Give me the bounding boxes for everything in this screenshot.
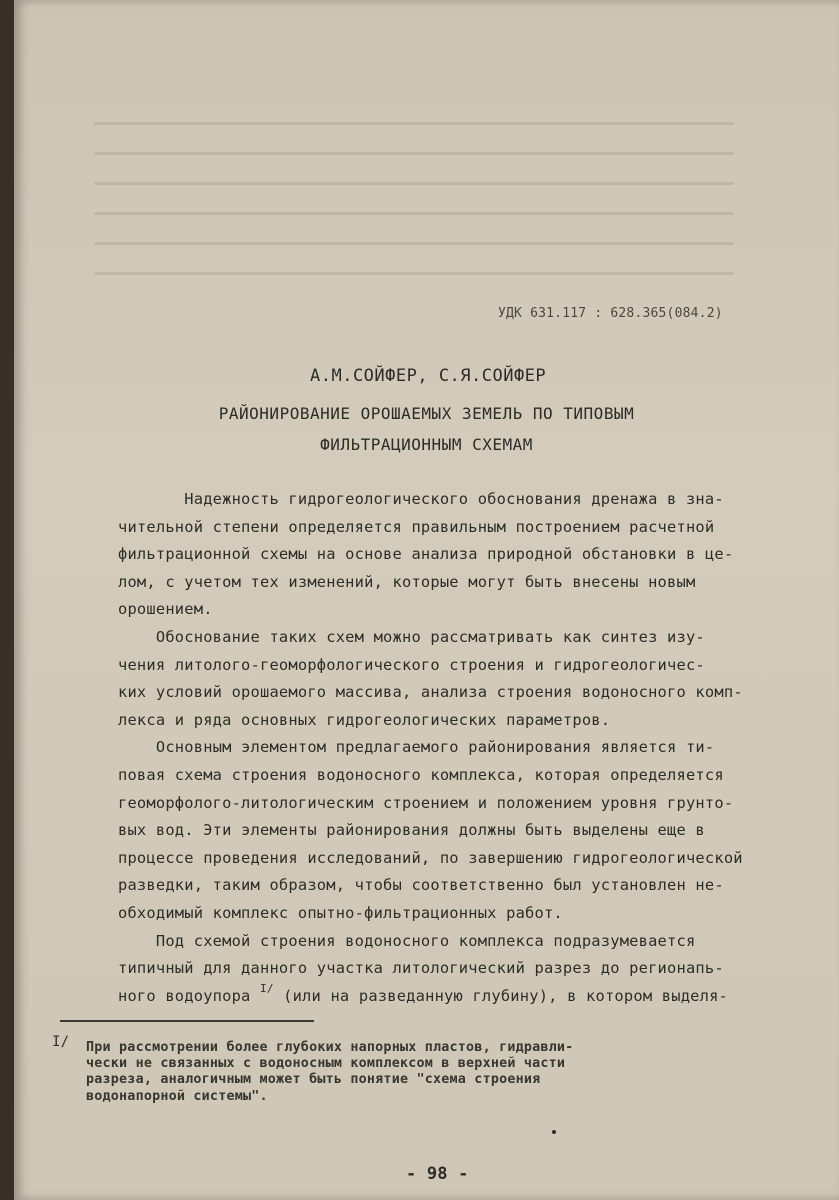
body-line: типичный для данного участка литологический разрез до регионапь- <box>118 959 724 978</box>
ink-speck <box>552 1130 556 1134</box>
footnote-reference: I/ <box>260 981 274 995</box>
udk-code: УДК 631.117 : 628.365(084.2) <box>498 306 723 321</box>
article-authors: А.М.СОЙФЕР, С.Я.СОЙФЕР <box>310 366 547 386</box>
page-number: - 98 - <box>406 1164 469 1184</box>
body-line: геоморфолого-литологическим строением и положением уровня грунто- <box>118 793 734 812</box>
body-line: фильтрационной схемы на основе анализа природной обстановки в це- <box>118 545 734 564</box>
document-page <box>14 0 839 1200</box>
body-line: лом, с учетом тех изменений, которые могут быть внесены новым <box>118 572 696 591</box>
footnote-text <box>86 1040 573 1105</box>
body-line: чительной степени определяется правильным построением расчетной <box>118 517 715 536</box>
title-line: РАЙОНИРОВАНИЕ ОРОШАЕМЫХ ЗЕМЕЛЬ ПО ТИПОВЫМ <box>218 404 635 423</box>
body-line: обходимый комплекс опытно-фильтрационных работ. <box>118 903 563 922</box>
footnote-line: водонапорной системы". <box>86 1088 268 1104</box>
body-line: разведки, таким образом, чтобы соответственно был установлен не- <box>118 876 724 895</box>
body-line: Обоснование таких схем можно рассматривать как синтез изу- <box>118 627 705 646</box>
body-line: повая схема строения водоносного комплекса, которая определяется <box>118 765 724 784</box>
body-line: процессе проведения исследований, по завершению гидрогеологической <box>118 848 743 867</box>
show-through-text <box>94 95 734 285</box>
body-line: Под схемой строения водоносного комплекса подразумевается <box>118 931 696 950</box>
body-line: ного водоупора $^{I/}$ (или на разведанную глубину), в котором выделя- <box>118 981 729 1005</box>
footnote-divider <box>60 1020 314 1022</box>
article-body <box>118 486 808 1011</box>
body-line: орошением. <box>118 600 213 619</box>
body-line: Основным элементом предлагаемого районирования является ти- <box>118 738 715 757</box>
body-line: Надежность гидрогеологического обоснования дренажа в зна- <box>118 490 724 508</box>
body-line: ких условий орошаемого массива, анализа строения водоносного комп- <box>118 683 743 702</box>
body-line: чения литолого-геоморфологического строения и гидрогеологичес- <box>118 655 705 674</box>
body-line: лекса и ряда основных гидрогеологических параметров. <box>118 710 611 729</box>
article-title <box>14 398 839 460</box>
body-line: вых вод. Эти элементы районирования должны быть выделены еще в <box>118 821 705 840</box>
footnote-line: разреза, аналогичным может быть понятие "схема строения <box>86 1072 541 1088</box>
footnote-line: чески не связанных с водоносным комплексом в верхней части <box>86 1056 566 1072</box>
footnote-line: При рассмотрении более глубоких напорных пластов, гидравли- <box>86 1040 574 1055</box>
footnote-mark: I/ <box>52 1034 70 1050</box>
title-line: ФИЛЬТРАЦИОННЫМ СХЕМАМ <box>320 435 533 454</box>
